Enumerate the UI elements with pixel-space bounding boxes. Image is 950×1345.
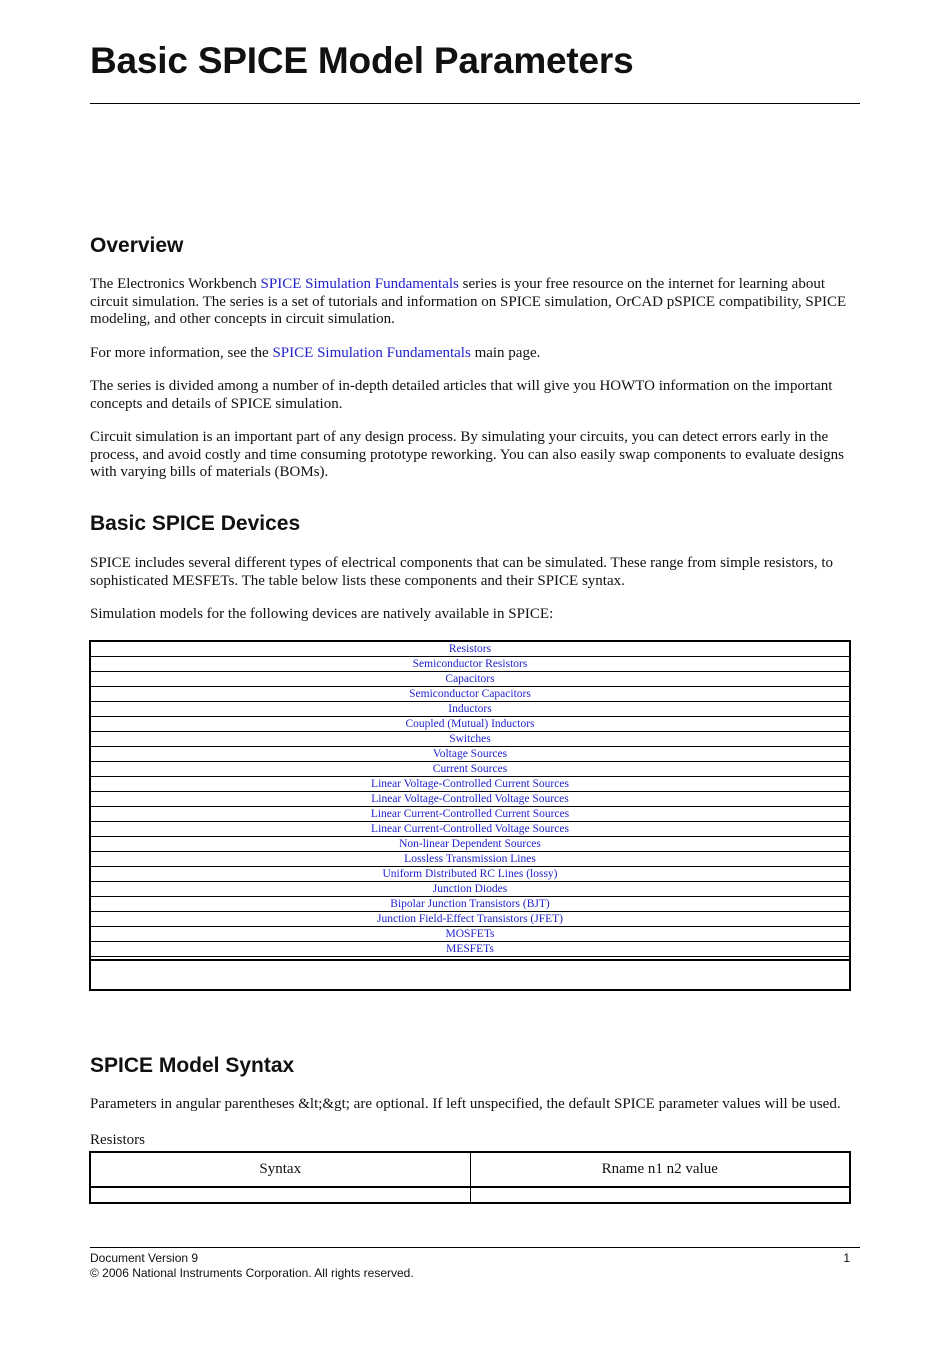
syntax-heading: SPICE Model Syntax (90, 1054, 295, 1077)
table-row (91, 792, 849, 807)
overview-p2-text: For more information, see the (90, 345, 273, 361)
resistors-subheading: Resistors (90, 1132, 146, 1148)
table-row (91, 747, 849, 762)
table-cell (91, 732, 849, 747)
table-row (91, 882, 849, 897)
table-cell (91, 927, 849, 942)
table-row (91, 912, 849, 927)
device-link[interactable]: Bipolar Junction Transistors (BJT) (390, 897, 550, 910)
table-row (91, 822, 849, 837)
spice-fundamentals-main-link[interactable]: SPICE Simulation Fundamentals (272, 345, 471, 361)
device-link[interactable]: Linear Voltage-Controlled Voltage Sources (371, 792, 569, 805)
table-cell (91, 702, 849, 717)
table-row (91, 642, 849, 657)
devices-paragraph-1: SPICE includes several different types of electrical components that can be simulated. These range from simple resistors, to sophisticated MESFETs. The table below lists these components and their SPICE syntax. (90, 555, 833, 589)
table-cell (91, 882, 849, 897)
syntax-value-cell: Rname n1 n2 value (601, 1161, 718, 1177)
device-link[interactable]: Linear Current-Controlled Current Sources (370, 807, 570, 820)
table-cell (91, 852, 849, 867)
overview-heading: Overview (90, 234, 184, 257)
table-cell (91, 807, 849, 822)
overview-paragraph-1 (90, 276, 860, 329)
device-link[interactable]: Linear Current-Controlled Voltage Sources (371, 822, 569, 835)
device-link[interactable]: MOSFETs (445, 927, 495, 940)
table-cell (91, 687, 849, 702)
device-link[interactable]: Uniform Distributed RC Lines (lossy) (382, 867, 558, 880)
overview-p2-text-cont: main page. (470, 345, 541, 361)
device-link[interactable]: Current Sources (432, 762, 508, 775)
table-row (91, 777, 849, 792)
device-link[interactable]: Non-linear Dependent Sources (399, 837, 541, 850)
syntax-paragraph: Parameters in angular parentheses &lt;&gt; are optional. If left unspecified, the default SPICE parameter values will be used. (90, 1096, 841, 1112)
table-cell (91, 747, 849, 762)
table-row (91, 672, 849, 687)
table-empty-cell (91, 957, 849, 961)
overview-paragraph-2 (90, 345, 860, 363)
table-row (91, 837, 849, 852)
device-link[interactable]: Junction Diodes (432, 882, 508, 895)
table-row (91, 762, 849, 777)
table-cell (91, 792, 849, 807)
device-link[interactable]: Linear Voltage-Controlled Current Sources (371, 777, 569, 790)
table-cell (91, 672, 849, 687)
device-link[interactable]: Capacitors (445, 672, 495, 685)
table-cell (91, 942, 849, 957)
table-empty-row (91, 957, 849, 961)
table-cell (91, 777, 849, 792)
device-link[interactable]: Resistors (448, 642, 492, 655)
footer-divider (90, 1247, 860, 1248)
overview-p1-text: The Electronics Workbench (90, 276, 261, 292)
device-link[interactable]: Semiconductor Resistors (412, 657, 528, 670)
spice-fundamentals-link[interactable]: SPICE Simulation Fundamentals (260, 276, 459, 292)
table-cell (91, 822, 849, 837)
title-divider (90, 103, 860, 104)
table-cell (91, 717, 849, 732)
table-cell (91, 897, 849, 912)
device-link[interactable]: Junction Field-Effect Transistors (JFET) (376, 912, 564, 925)
table-cell (91, 837, 849, 852)
table-row (91, 927, 849, 942)
device-link[interactable]: Coupled (Mutual) Inductors (405, 717, 535, 730)
document-version: Document Version 9 (90, 1251, 199, 1265)
page-title: Basic SPICE Model Parameters (90, 40, 634, 81)
table-cell (91, 642, 849, 657)
table-row (91, 657, 849, 672)
devices-table (89, 640, 851, 991)
table-row (91, 807, 849, 822)
device-link[interactable]: MESFETs (446, 942, 494, 955)
overview-paragraph-4: Circuit simulation is an important part of any design process. By simulating your circuits, you can detect errors early in the process, and avoid costly and time consuming prototype reworking. You can also easily swap components to evaluate designs with varying bills of materials (BOMs). (90, 429, 845, 480)
overview-p1-text-cont: series is your free resource on the internet for learning about circuit simulation. The series is a set of tutorials and information on SPICE simulation, OrCAD pSPICE compatibility, SPICE modeling, and other concepts in circuit simulation. (90, 276, 847, 327)
table-cell (91, 762, 849, 777)
device-link[interactable]: Voltage Sources (432, 747, 508, 760)
table-row (91, 687, 849, 702)
device-link[interactable]: Semiconductor Capacitors (409, 687, 531, 700)
devices-heading: Basic SPICE Devices (90, 512, 301, 535)
table-row (91, 942, 849, 957)
device-link[interactable]: Lossless Transmission Lines (404, 852, 536, 865)
overview-paragraph-3: The series is divided among a number of in-depth detailed articles that will give you HOWTO information on the important concepts and details of SPICE simulation. (90, 378, 833, 412)
table-cell (91, 912, 849, 927)
empty-cell-left (91, 1188, 471, 1204)
page-number: 1 (843, 1251, 850, 1265)
syntax-row (91, 1153, 849, 1188)
table-row (91, 852, 849, 867)
table-row (91, 867, 849, 882)
table-cell (91, 867, 849, 882)
table-row (91, 897, 849, 912)
devices-paragraph-2: Simulation models for the following devices are natively available in SPICE: (90, 606, 554, 622)
device-link[interactable]: Inductors (448, 702, 492, 715)
empty-cell-right (471, 1188, 850, 1204)
resistor-syntax-table (89, 1151, 851, 1204)
syntax-label-cell: Syntax (91, 1153, 471, 1186)
copyright: © 2006 National Instruments Corporation. All rights reserved. (90, 1266, 414, 1280)
table-cell (91, 657, 849, 672)
table-row (91, 702, 849, 717)
table-row (91, 717, 849, 732)
table-row (91, 732, 849, 747)
syntax-empty-row (91, 1188, 849, 1204)
device-link[interactable]: Switches (449, 732, 491, 745)
